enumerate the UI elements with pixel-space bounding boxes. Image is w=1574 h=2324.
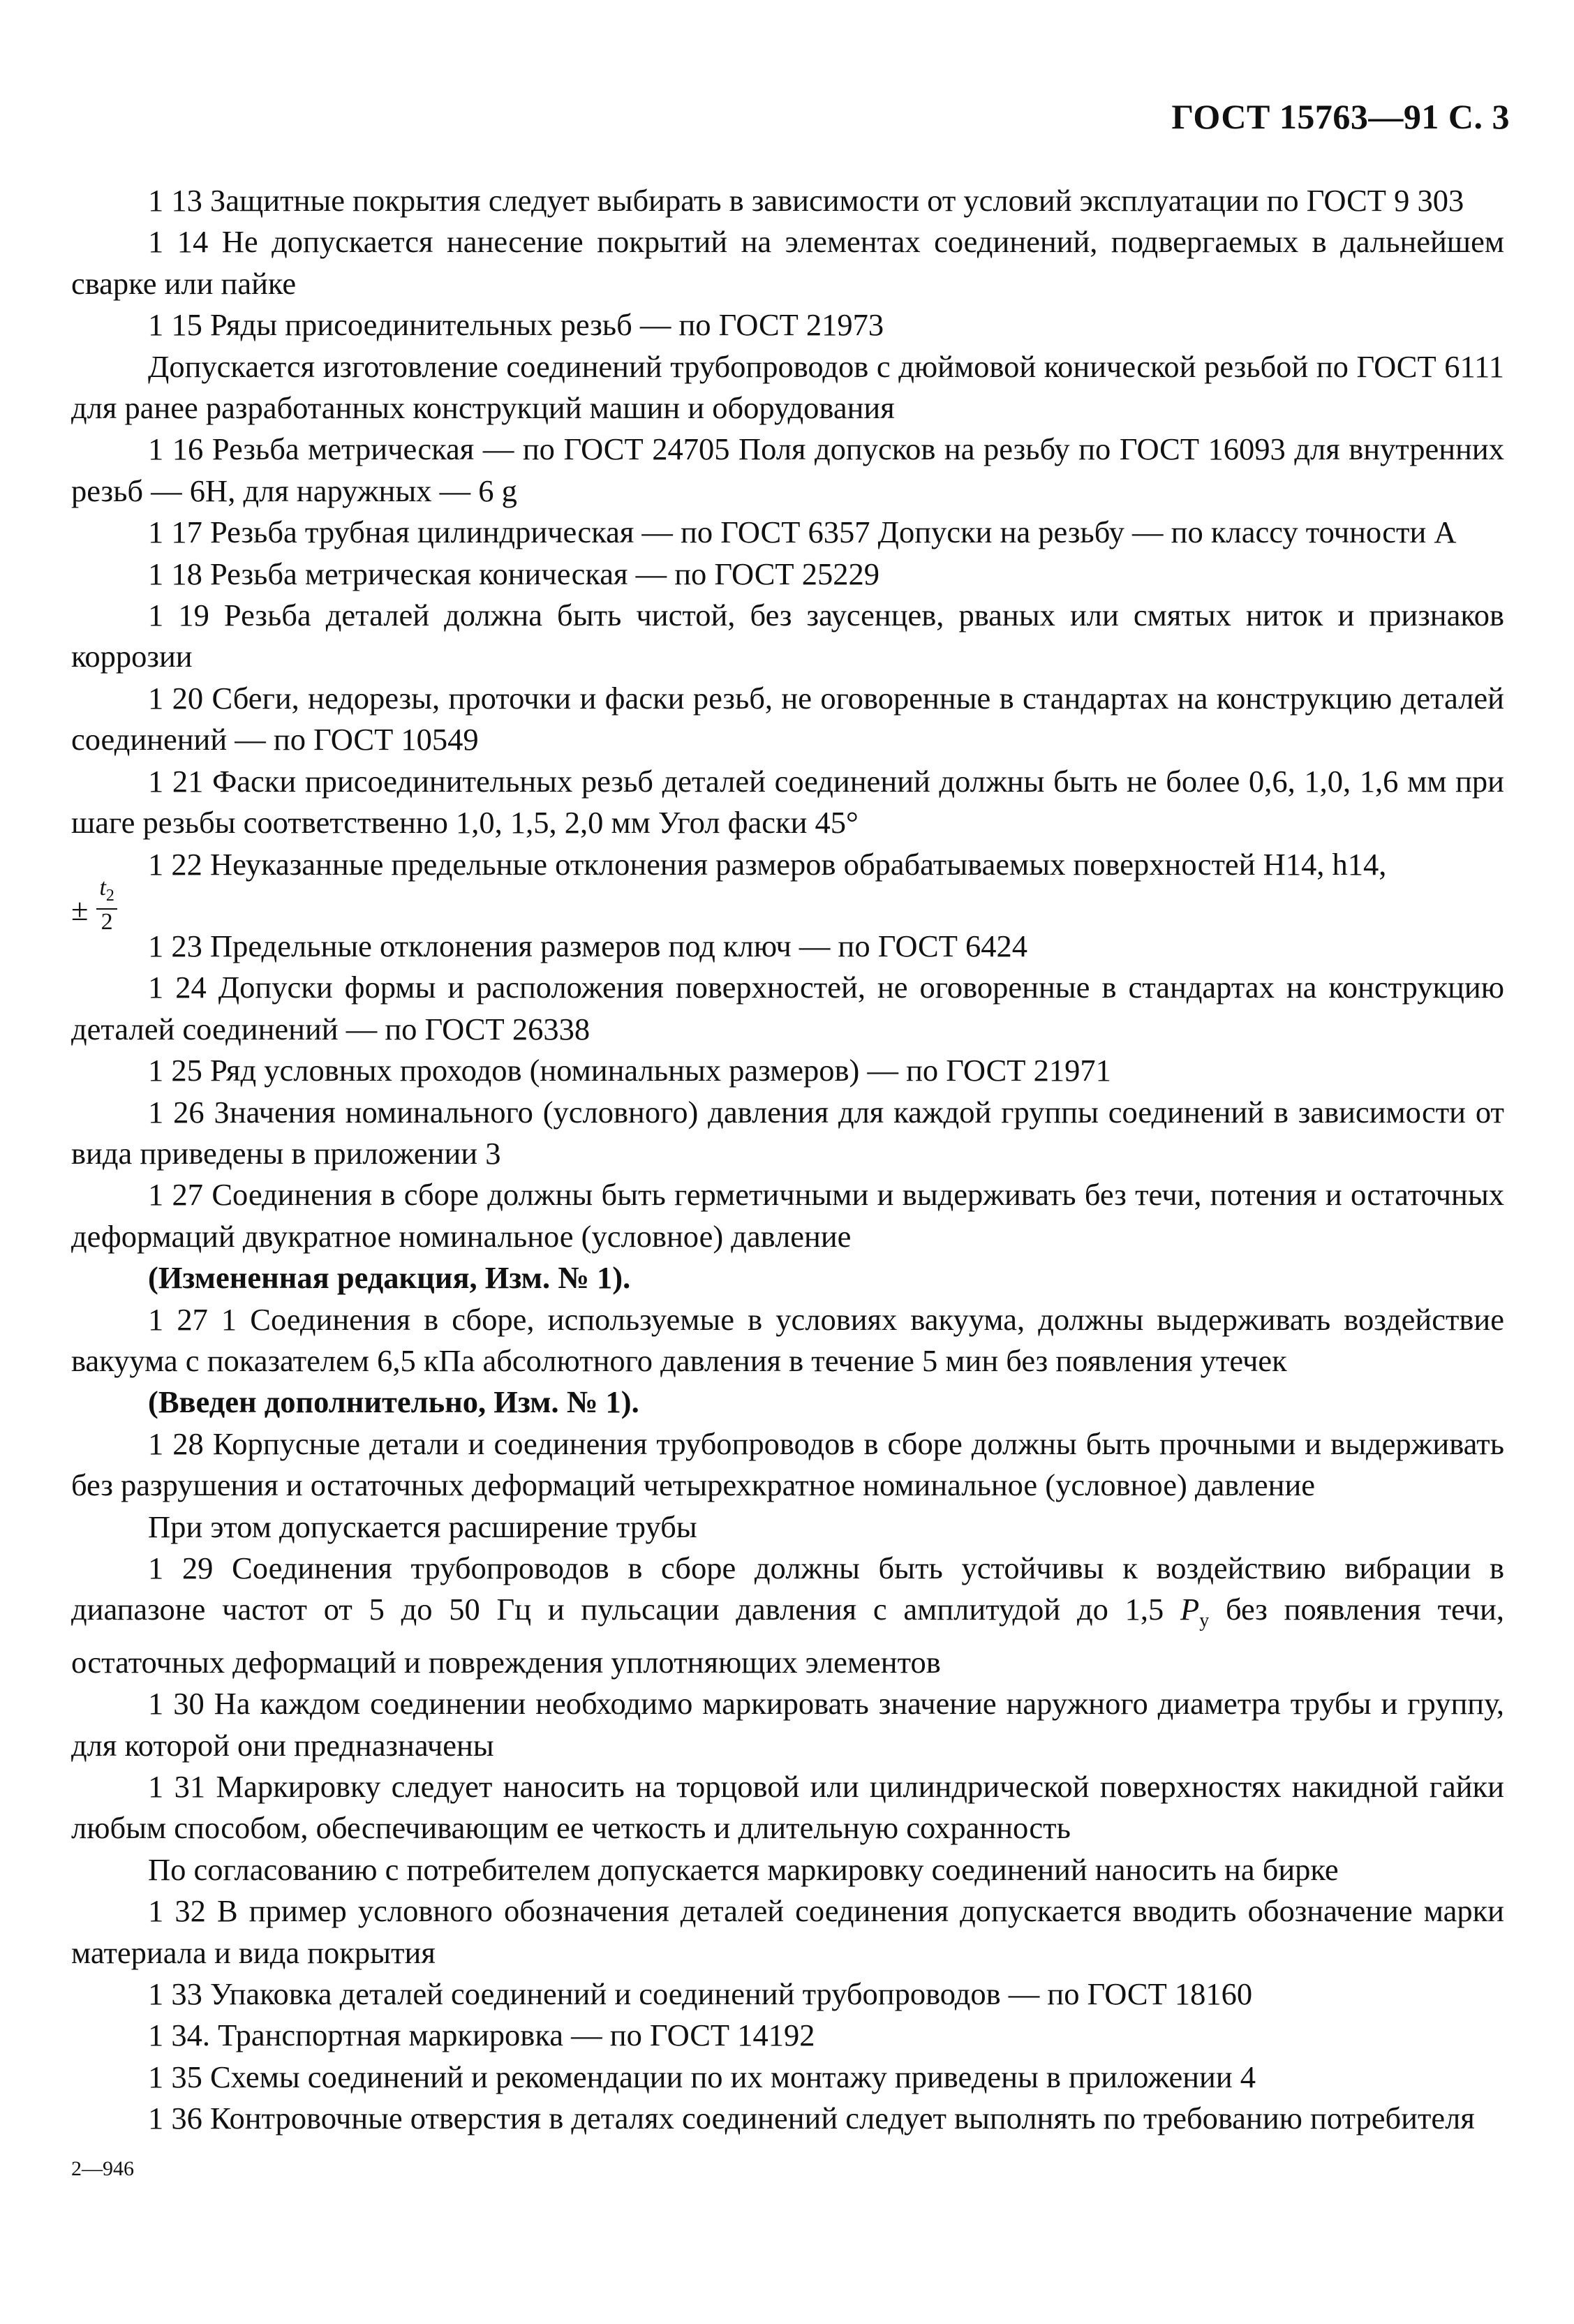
paragraph-1-24: 1 24 Допуски формы и расположения поверхностей, не оговоренные в стандартах на конструкцию деталей соединений — по ГОСТ 26338 bbox=[71, 970, 1504, 1046]
paragraph-1-28-note: При этом допускается расширение трубы bbox=[148, 1509, 697, 1544]
paragraph-1-13: 1 13 Защитные покрытия следует выбирать в зависимости от условий эксплуатации по ГОСТ 9 303 bbox=[148, 183, 1464, 218]
page-footer-code: 2—946 bbox=[71, 2157, 134, 2180]
paragraph-1-33: 1 33 Упаковка деталей соединений и соединений трубопроводов — по ГОСТ 18160 bbox=[148, 1976, 1253, 2011]
paragraph-1-15: 1 15 Ряды присоединительных резьб — по ГОСТ 21973 bbox=[148, 307, 884, 343]
paragraph-1-18: 1 18 Резьба метрическая коническая — по ГОСТ 25229 bbox=[148, 556, 879, 591]
page-header: ГОСТ 15763—91 С. 3 bbox=[1171, 97, 1510, 136]
paragraph-1-15-note: Допускается изготовление соединений трубопроводов с дюймовой конической резьбой по ГОСТ 6111 для ранее разработанных конструкций машин и оборудования bbox=[71, 348, 1504, 426]
pressure-subscript: у bbox=[1199, 1610, 1210, 1632]
paragraph-1-27: 1 27 Соединения в сборе должны быть герметичными и выдерживать без течи, потения и остаточных деформаций двукратное номинальное (условное) давление bbox=[71, 1177, 1504, 1254]
fraction-numerator bbox=[96, 875, 117, 910]
paragraph-1-35: 1 35 Схемы соединений и рекомендации по их монтажу приведены в приложении 4 bbox=[148, 2059, 1256, 2094]
numerator-subscript: 2 bbox=[105, 886, 114, 905]
paragraph-1-32: 1 32 В пример условного обозначения деталей соединения допускается вводить обозначение марки материала и вида покрытия bbox=[71, 1893, 1504, 1970]
paragraph-1-31: 1 31 Маркировку следует наносить на торцовой или цилиндрической поверхностях накидной гайки любым способом, обеспечивающим ее четкость и длительную сохранность bbox=[71, 1768, 1504, 1846]
paragraph-1-14: 1 14 Не допускается нанесение покрытий на элементах соединений, подвергаемых в дальнейшем сварке или пайке bbox=[71, 224, 1504, 301]
paragraph-1-31-note: По согласованию с потребителем допускается маркировку соединений наносить на бирке bbox=[148, 1851, 1339, 1887]
paragraph-1-36: 1 36 Контровочные отверстия в деталях соединений следует выполнять по требованию потребителя bbox=[148, 2101, 1475, 2136]
paragraph-1-19: 1 19 Резьба деталей должна быть чистой, без заусенцев, рваных или смятых ниток и признаков коррозии bbox=[71, 598, 1504, 674]
paragraph-1-29-text-b: без появления течи, остаточных деформаций и повреждения уплотняющих элементов bbox=[71, 1592, 1504, 1680]
amendment-note-1: (Измененная редакция, Изм. № 1). bbox=[148, 1260, 631, 1296]
document-body bbox=[71, 180, 1504, 2140]
paragraph-1-17: 1 17 Резьба трубная цилиндрическая — по ГОСТ 6357 Допуски на резьбу — по классу точности А bbox=[148, 515, 1457, 550]
paragraph-1-30: 1 30 На каждом соединении необходимо маркировать значение наружного диаметра трубы и группу, для которой они предназначены bbox=[71, 1686, 1504, 1763]
paragraph-1-27-1: 1 27 1 Соединения в сборе, используемые в условиях вакуума, должны выдерживать воздействие вакуума с показателем 6,5 кПа абсолютного давления в течение 5 мин без появления утечек bbox=[71, 1301, 1504, 1378]
plus-minus-sign: ± bbox=[71, 891, 89, 927]
numerator-symbol: t bbox=[99, 874, 106, 901]
paragraph-1-28: 1 28 Корпусные детали и соединения трубопроводов в сборе должны быть прочными и выдерживать без разрушения и остаточных деформаций четырехкратное номинальное (условное) давление bbox=[71, 1426, 1504, 1503]
paragraph-1-22: 1 22 Неуказанные предельные отклонения размеров обрабатываемых поверхностей H14, h14, bbox=[148, 846, 1387, 882]
fraction bbox=[96, 875, 117, 935]
fraction-denominator: 2 bbox=[101, 908, 113, 935]
amendment-note-2: (Введен дополнительно, Изм. № 1). bbox=[148, 1384, 639, 1420]
pressure-symbol: P bbox=[1180, 1592, 1200, 1627]
paragraph-1-21: 1 21 Фаски присоединительных резьб деталей соединений должны быть не более 0,6, 1,0, 1,6 мм при шаге резьбы соответственно 1,0, 1,5, 2,0 мм Угол фаски 45° bbox=[71, 763, 1504, 841]
paragraph-1-26: 1 26 Значения номинального (условного) давления для каждой группы соединений в зависимости от вида приведены в приложении 3 bbox=[71, 1094, 1504, 1171]
paragraph-1-34: 1 34. Транспортная маркировка — по ГОСТ 14192 bbox=[148, 2018, 815, 2053]
paragraph-1-29-text-a: 1 29 Соединения трубопроводов в сборе должны быть устойчивы к воздействию вибрации в диапазоне частот от 5 до 50 Гц и пульсации давления с амплитудой до 1,5 bbox=[71, 1550, 1504, 1627]
paragraph-1-20: 1 20 Сбеги, недорезы, проточки и фаски резьб, не оговоренные в стандартах на конструкцию деталей соединений — по ГОСТ 10549 bbox=[71, 680, 1504, 757]
paragraph-1-29 bbox=[71, 1548, 1504, 1683]
paragraph-1-25: 1 25 Ряд условных проходов (номинальных размеров) — по ГОСТ 21971 bbox=[148, 1053, 1111, 1088]
paragraph-1-16: 1 16 Резьба метрическая — по ГОСТ 24705 Поля допусков на резьбу по ГОСТ 16093 для внутренних резьб — 6Н, для наружных — 6 g bbox=[71, 431, 1504, 508]
paragraph-1-23: 1 23 Предельные отклонения размеров под ключ — по ГОСТ 6424 bbox=[148, 928, 1028, 963]
